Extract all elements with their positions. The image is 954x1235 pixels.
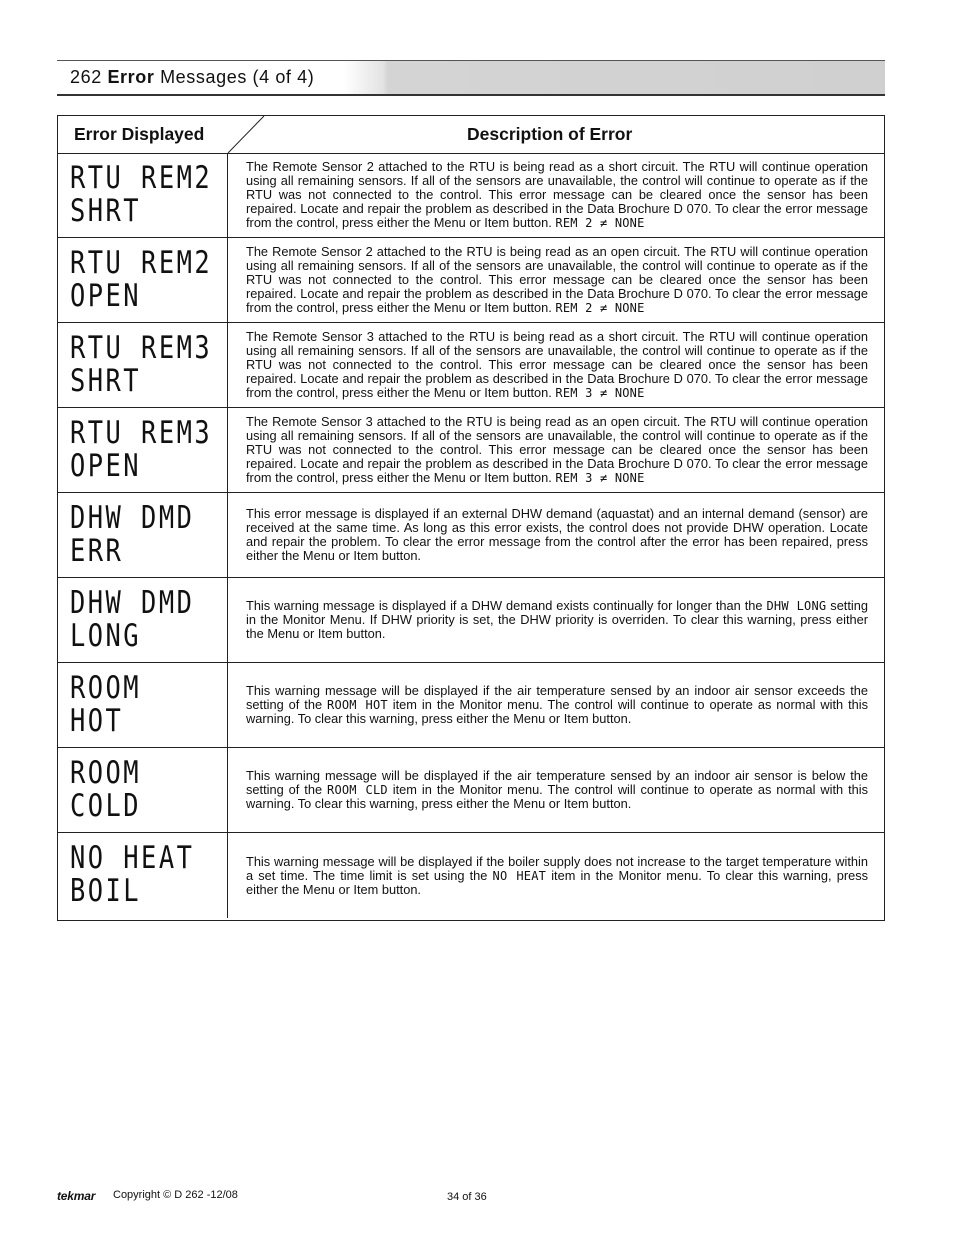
- display-code: ROOM HOT: [327, 698, 388, 712]
- lcd-line-1: RTU REM3: [70, 415, 213, 451]
- description-body: This warning message will be displayed if the air temperature sensed by an indoor air sensor exceeds the setting of the: [246, 683, 868, 712]
- table-row: [58, 493, 884, 578]
- lcd-line-2: ERR: [70, 533, 124, 569]
- header-shade: [344, 61, 384, 94]
- description-body: This error message is displayed if an external DHW demand (aquastat) and an internal demand (sensor) are received at the same time. As long as this error exists, the control does not provide DHW operation. Locate and repair the problem. To clear the error message from the control after the error has been repaired, press either the Menu or Item button.: [246, 506, 868, 563]
- display-code: REM 2 ≠ NONE: [555, 301, 645, 315]
- description-continuation: item in the Monitor menu. To clear this warning, press either the Menu or Item button.: [246, 867, 869, 897]
- description-cell: [246, 748, 868, 832]
- lcd-line-1: NO HEAT: [70, 840, 195, 876]
- description-text: [246, 415, 868, 485]
- lcd-line-2: LONG: [70, 618, 142, 654]
- error-display-cell: [58, 663, 228, 747]
- lcd-line-1: RTU REM2: [70, 245, 213, 281]
- error-display-cell: [58, 833, 228, 918]
- description-text: [246, 684, 868, 726]
- description-cell: [246, 493, 868, 577]
- description-body: This warning message is displayed if a DHW demand exists continually for longer than the: [246, 598, 763, 613]
- description-cell: [246, 578, 868, 662]
- table-row: [58, 238, 884, 323]
- lcd-line-1: DHW DMD: [70, 500, 195, 536]
- table-row: [58, 323, 884, 408]
- display-code: REM 3 ≠ NONE: [555, 471, 645, 485]
- error-display-cell: [58, 748, 228, 832]
- page-header: [57, 60, 885, 96]
- description-body: The Remote Sensor 3 attached to the RTU is being read as a short circuit. The RTU will continue operation using all remaining sensors. If all of the sensors are unavailable, the control will continue to operate as if the RTU was not connected to the control. This error message can be cleared once the sensor has been repaired. Locate and repair the problem as described in the Data Brochure D 070. To clear the error message from the control, press either the Menu or Item button.: [246, 329, 868, 400]
- error-display-cell: [58, 238, 228, 322]
- description-text: [246, 599, 868, 641]
- table-header: [58, 116, 884, 154]
- description-body: The Remote Sensor 3 attached to the RTU is being read as an open circuit. The RTU will continue operation using all remaining sensors. If all of the sensors are unavailable, the control will continue to operate as if the RTU was not connected to the control. This error message can be cleared once the sensor has been repaired. Locate and repair the problem as described in the Data Brochure D 070. To clear the error message from the control, press either the Menu or Item button.: [246, 414, 868, 485]
- lcd-line-1: RTU REM3: [70, 330, 213, 366]
- description-text: [246, 160, 868, 230]
- lcd-line-2: BOIL: [70, 873, 142, 909]
- display-code: REM 2 ≠ NONE: [555, 216, 645, 230]
- description-continuation: item in the Monitor menu. The control will continue to operate as normal with this warning. To clear this warning, press either the Menu or Item button.: [246, 697, 868, 726]
- description-text: [246, 855, 868, 897]
- description-body: The Remote Sensor 2 attached to the RTU is being read as a short circuit. The RTU will continue operation using all remaining sensors. If all of the sensors are unavailable, the control will continue to operate as if the RTU was not connected to the control. This error message can be cleared once the sensor has been repaired. Locate and repair the problem as described in the Data Brochure D 070. To clear the error message from the control, press either the Menu or Item button.: [246, 159, 868, 230]
- description-continuation: item in the Monitor menu. The control will continue to operate as normal with this warning. To clear this warning, press either the Menu or Item button.: [246, 782, 868, 811]
- table-row: [58, 663, 884, 748]
- copyright: Copyright © D 262 -12/08: [113, 1189, 238, 1201]
- table-row: [58, 153, 884, 238]
- lcd-line-1: RTU REM2: [70, 160, 213, 196]
- description-cell: [246, 663, 868, 747]
- lcd-line-2: OPEN: [70, 278, 142, 314]
- description-cell: [246, 408, 868, 492]
- display-code: ROOM CLD: [327, 783, 388, 797]
- lcd-line-1: ROOM: [70, 670, 142, 706]
- description-text: [246, 330, 868, 400]
- description-cell: [246, 323, 868, 407]
- table-row: [58, 578, 884, 663]
- column-header-error: Error Displayed: [74, 124, 205, 144]
- column-header-description: Description of Error: [467, 124, 633, 144]
- brand-logo: tekmar: [57, 1189, 96, 1203]
- lcd-line-2: SHRT: [70, 363, 142, 399]
- page-number: 34 of 36: [447, 1191, 487, 1203]
- lcd-line-2: HOT: [70, 703, 124, 739]
- description-cell: [246, 833, 868, 918]
- error-display-cell: [58, 408, 228, 492]
- lcd-line-1: DHW DMD: [70, 585, 195, 621]
- description-text: [246, 769, 868, 811]
- description-continuation: setting in the Monitor Menu. If DHW priority is set, the DHW priority is overriden. To clear this warning, press either the Menu or Item button.: [246, 598, 869, 641]
- lcd-line-1: ROOM: [70, 755, 142, 791]
- error-display-cell: [58, 578, 228, 662]
- table-row: [58, 833, 884, 918]
- description-text: [246, 245, 868, 315]
- error-display-cell: [58, 493, 228, 577]
- table-row: [58, 408, 884, 493]
- page-title: 262 Error Messages (4 of 4): [70, 67, 315, 87]
- display-code: NO HEAT: [492, 868, 547, 883]
- description-cell: [246, 238, 868, 322]
- description-body: This warning message will be displayed if the boiler supply does not increase to the target temperature within a set time. The time limit is set using the: [246, 853, 868, 883]
- table-row: [58, 748, 884, 833]
- display-code: REM 3 ≠ NONE: [555, 386, 645, 400]
- description-body: The Remote Sensor 2 attached to the RTU is being read as an open circuit. The RTU will continue operation using all remaining sensors. If all of the sensors are unavailable, the control will continue to operate as if the RTU was not connected to the control. This error message can be cleared once the sensor has been repaired. Locate and repair the problem as described in the Data Brochure D 070. To clear the error message from the control, press either the Menu or Item button.: [246, 244, 868, 315]
- error-table: [57, 115, 885, 921]
- lcd-line-2: COLD: [70, 788, 142, 824]
- description-cell: [246, 153, 868, 237]
- lcd-line-2: OPEN: [70, 448, 142, 484]
- description-body: This warning message will be displayed if the air temperature sensed by an indoor air sensor is below the setting of the: [246, 768, 868, 797]
- display-code: DHW LONG: [766, 599, 827, 613]
- description-text: [246, 507, 868, 563]
- lcd-line-2: SHRT: [70, 193, 142, 229]
- error-display-cell: [58, 323, 228, 407]
- error-display-cell: [58, 153, 228, 237]
